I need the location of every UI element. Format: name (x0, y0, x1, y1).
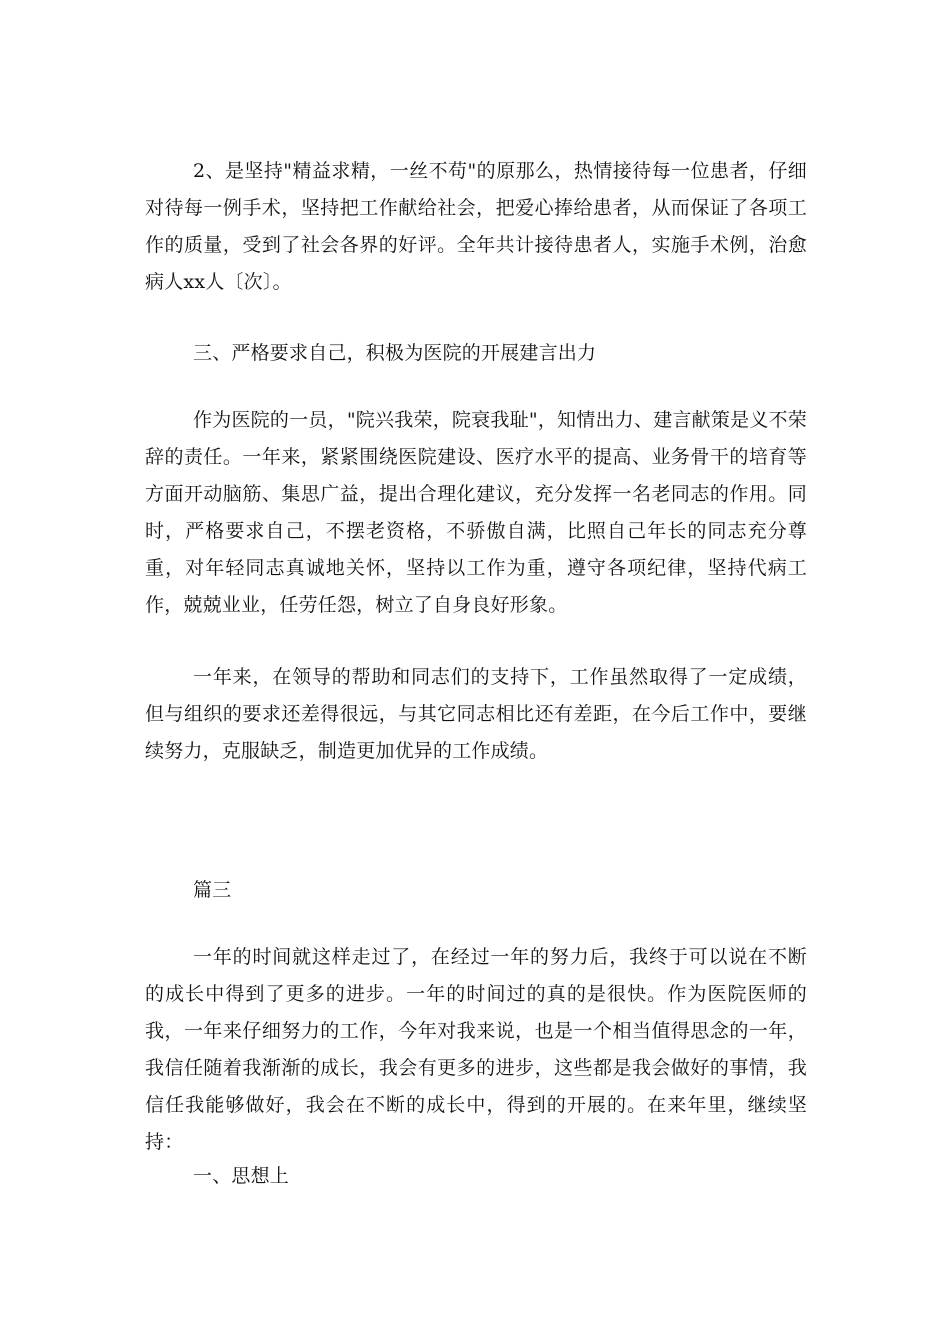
section-heading-three: 三、严格要求自己，积极为医院的开展建言出力 (193, 342, 597, 364)
part-title: 篇三 (193, 879, 232, 901)
subheading-thought: 一、思想上 (193, 1165, 290, 1187)
paragraph-hospital-member: 作为医院的一员，"院兴我荣，院衰我耻"，知情出力、建言献策是义不荣辞的责任。一年来，紧紧围绕医院建设、医疗水平的提高、业务骨干的培育等方面开动脑筋、集思广益，提出合理化建议，充分发挥一名老同志的作用。同时，严格要求自己，不摆老资格，不骄傲自满，比照自己年长的同志充分尊重，对年轻同志真诚地关怀，坚持以工作为重，遵守各项纪律，坚持代病工作，兢兢业业，任劳任怨，树立了自身良好形象。 (145, 409, 807, 616)
paragraph-patient-service: 2、是坚持"精益求精，一丝不苟"的原那么，热情接待每一位患者，仔细对待每一例手术，坚持把工作献给社会，把爱心捧给患者，从而保证了各项工作的质量，受到了社会各界的好评。全年共计接待患者人，实施手术例，治愈病人xx人〔次〕。 (145, 160, 807, 293)
paragraph-year-summary: 一年来，在领导的帮助和同志们的支持下，工作虽然取得了一定成绩，但与组织的要求还差得很远，与其它同志相比还有差距，在今后工作中，要继续努力，克服缺乏，制造更加优异的工作成绩。 (145, 666, 807, 762)
paragraph-year-passed: 一年的时间就这样走过了，在经过一年的努力后，我终于可以说在不断的成长中得到了更多的进步。一年的时间过的真的是很快。作为医院医师的我，一年来仔细努力的工作，今年对我来说，也是一个相当值得思念的一年，我信任随着我渐渐的成长，我会有更多的进步，这些都是我会做好的事情，我信任我能够做好，我会在不断的成长中，得到的开展的。在来年里，继续坚持： (145, 946, 807, 1153)
